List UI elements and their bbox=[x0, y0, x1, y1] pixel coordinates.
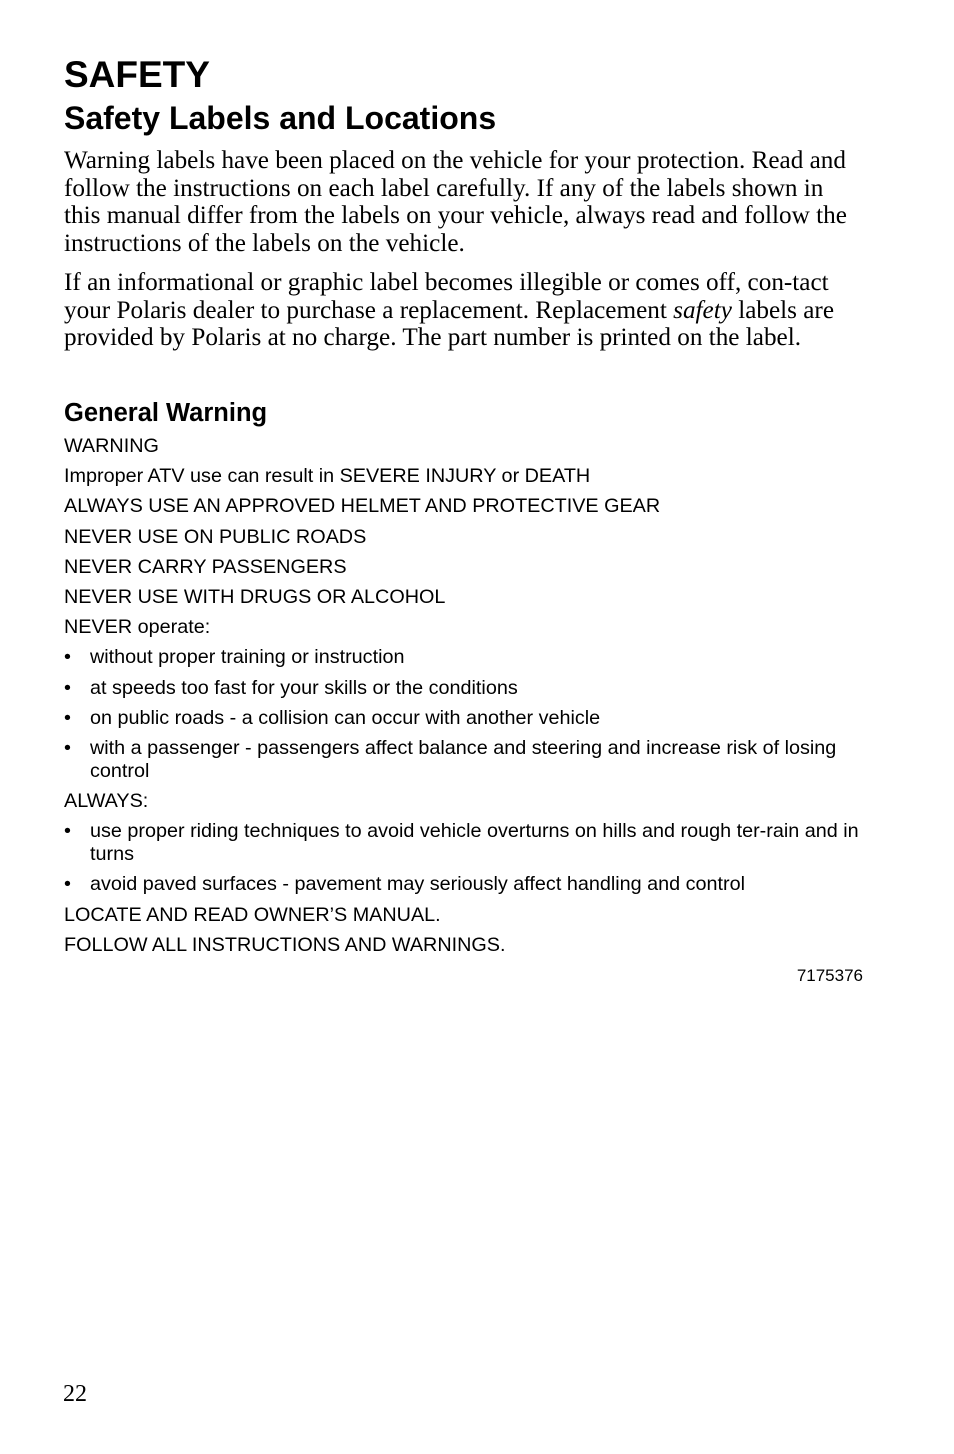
bullet-glyph: • bbox=[64, 873, 71, 896]
warning-line: Improper ATV use can result in SEVERE INJURY or DEATH bbox=[64, 465, 591, 488]
page-subtitle: Safety Labels and Locations bbox=[64, 100, 497, 136]
replacement-text-start: If an informational or graphic label becomes illegible or comes off, con-tact your Polaris dealer to purchase a replacement. Replacement bbox=[64, 269, 829, 324]
bullet-glyph: • bbox=[64, 736, 71, 759]
always-label: ALWAYS: bbox=[64, 790, 149, 813]
general-warning-heading: General Warning bbox=[64, 399, 268, 427]
bullet-text: use proper riding techniques to avoid vehicle overturns on hills and rough ter-rain and in turns bbox=[90, 820, 859, 866]
bullet-glyph: • bbox=[64, 676, 71, 699]
bullet-text: without proper training or instruction bbox=[90, 646, 405, 669]
warning-line: FOLLOW ALL INSTRUCTIONS AND WARNINGS. bbox=[64, 933, 506, 956]
bullet-text: at speeds too fast for your skills or the conditions bbox=[90, 676, 518, 699]
intro-paragraph: Warning labels have been placed on the vehicle for your protection. Read and follow the instructions on each label carefully. If any of the labels shown in this manual differ from the labels on your vehicle, always read and follow the instructions of the labels on the vehicle. bbox=[64, 147, 847, 257]
never-bullet-item bbox=[64, 677, 864, 707]
bullet-text: on public roads - a collision can occur with another vehicle bbox=[90, 706, 601, 729]
warning-line: WARNING bbox=[64, 435, 159, 457]
replacement-text-emphasis: safety bbox=[673, 296, 732, 324]
page-number: 22 bbox=[63, 1381, 87, 1407]
bullet-text: with a passenger - passengers affect balance and steering and increase risk of losing control bbox=[90, 736, 837, 782]
warning-line: LOCATE AND READ OWNER’S MANUAL. bbox=[64, 903, 441, 926]
always-bullet-item bbox=[64, 873, 864, 903]
bullet-glyph: • bbox=[64, 646, 71, 669]
never-bullet-item bbox=[64, 737, 864, 790]
warning-line: NEVER operate: bbox=[64, 616, 211, 639]
never-bullet-item bbox=[64, 646, 864, 676]
never-bullet-item bbox=[64, 707, 864, 737]
warning-line: NEVER USE ON PUBLIC ROADS bbox=[64, 525, 367, 548]
bullet-text: avoid paved surfaces - pavement may seriously affect handling and control bbox=[90, 873, 745, 896]
replacement-paragraph bbox=[64, 269, 864, 352]
bullet-glyph: • bbox=[64, 820, 71, 843]
warning-label-text bbox=[64, 435, 864, 964]
warning-line: NEVER CARRY PASSENGERS bbox=[64, 555, 347, 578]
warning-line: ALWAYS USE AN APPROVED HELMET AND PROTECTIVE GEAR bbox=[64, 495, 661, 518]
always-bullet-item bbox=[64, 820, 864, 873]
section-title: SAFETY bbox=[64, 54, 210, 95]
replacement-text-end: labels are provided by Polaris at no charge. The part number is printed on the label. bbox=[64, 296, 834, 352]
bullet-glyph: • bbox=[64, 706, 71, 729]
warning-line: NEVER USE WITH DRUGS OR ALCOHOL bbox=[64, 585, 446, 608]
label-part-number: 7175376 bbox=[796, 966, 863, 985]
